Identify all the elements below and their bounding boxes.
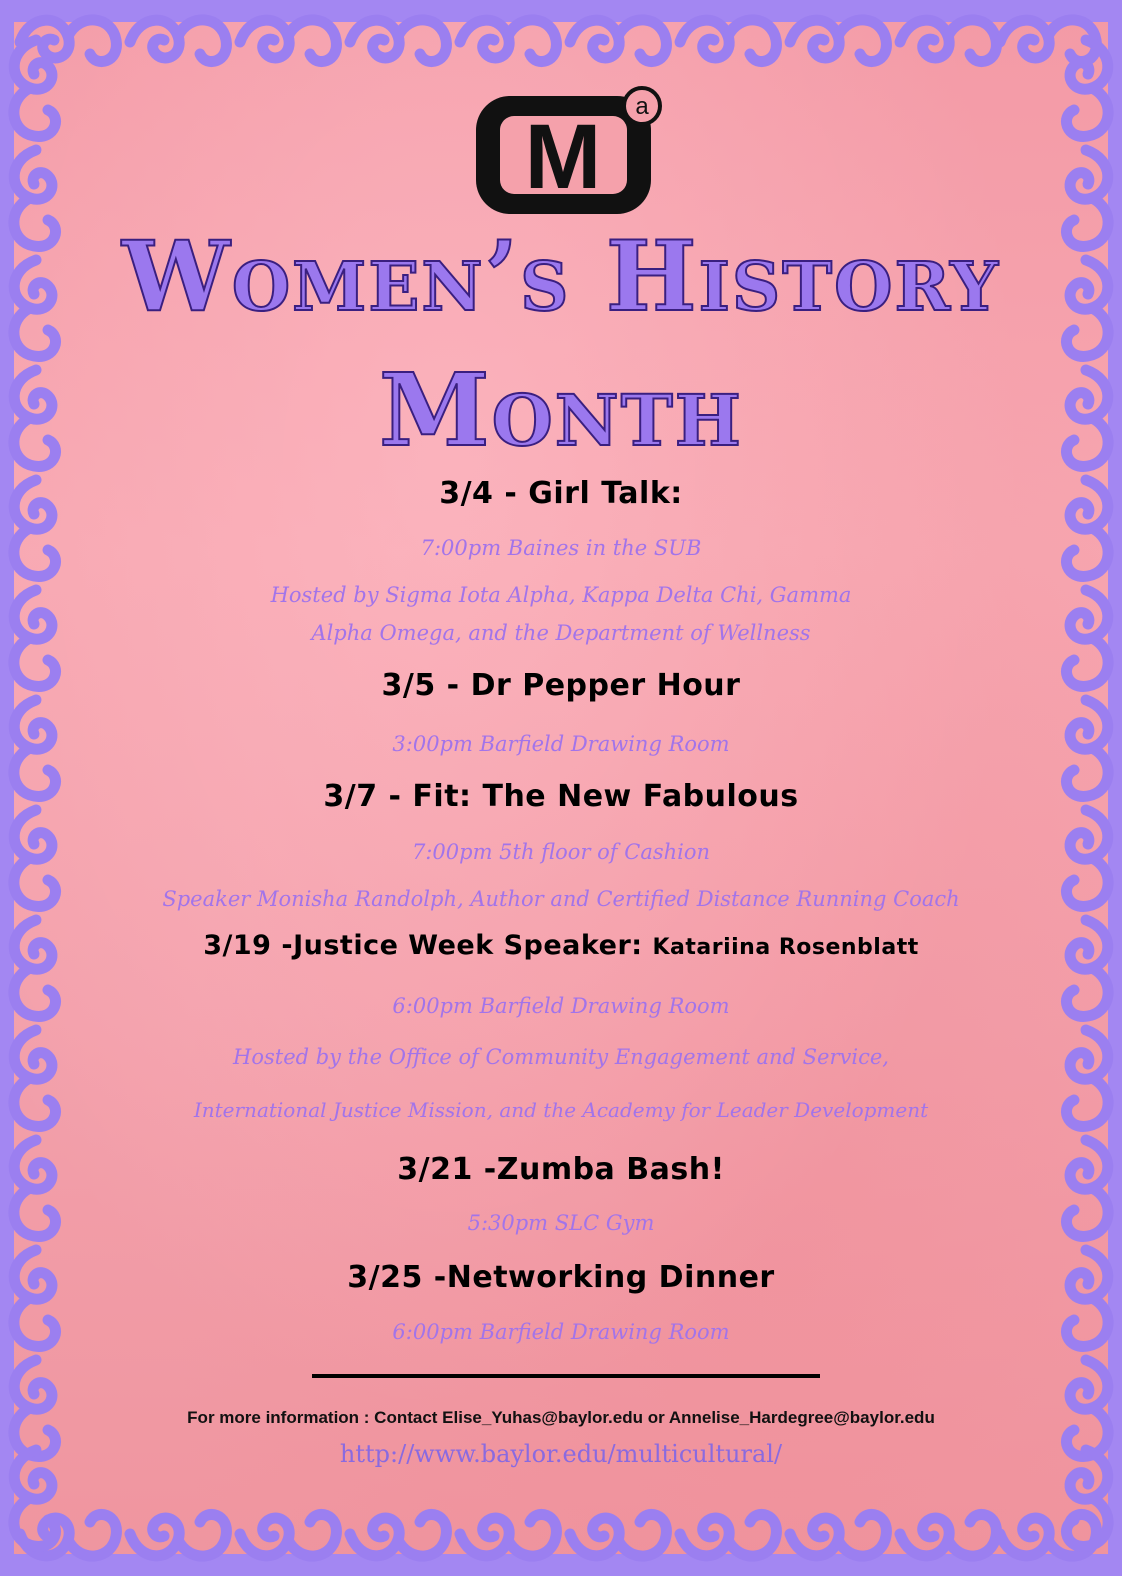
event-detail: Hosted by Sigma Iota Alpha, Kappa Delta Chi, Gamma bbox=[270, 583, 852, 607]
contact-info: For more information : Contact Elise_Yuhas@baylor.edu or Annelise_Hardegree@baylor.edu bbox=[187, 1408, 935, 1427]
event-detail: 5:30pm SLC Gym bbox=[467, 1211, 655, 1235]
logo-superscript: a bbox=[635, 93, 649, 120]
event-detail: Hosted by the Office of Community Engagement and Service, bbox=[233, 1045, 889, 1069]
title-line-1: Women’s History bbox=[122, 220, 1000, 333]
title-line-2: Month bbox=[379, 351, 743, 469]
event-heading: 3/5 - Dr Pepper Hour bbox=[381, 668, 741, 703]
event-detail: International Justice Mission, and the Academy for Leader Development bbox=[193, 1098, 929, 1122]
event-heading: 3/25 -Networking Dinner bbox=[347, 1260, 775, 1295]
event-detail: 6:00pm Barfield Drawing Room bbox=[392, 1320, 730, 1344]
event-heading: 3/7 - Fit: The New Fabulous bbox=[323, 779, 799, 814]
logo-letter: M bbox=[524, 106, 602, 208]
event-heading bbox=[0, 930, 1122, 961]
event-heading-main: 3/19 -Justice Week Speaker: bbox=[203, 930, 653, 961]
website-link[interactable]: http://www.baylor.edu/multicultural/ bbox=[339, 1440, 783, 1468]
event-detail: 7:00pm Baines in the SUB bbox=[420, 536, 702, 560]
event-detail: 6:00pm Barfield Drawing Room bbox=[392, 994, 730, 1018]
divider bbox=[312, 1374, 820, 1378]
event-detail: Alpha Omega, and the Department of Wellness bbox=[311, 621, 811, 645]
event-detail: 7:00pm 5th floor of Cashion bbox=[411, 840, 711, 864]
event-heading-speaker: Katariina Rosenblatt bbox=[652, 935, 919, 960]
event-detail: Speaker Monisha Randolph, Author and Certified Distance Running Coach bbox=[162, 887, 960, 911]
event-heading: 3/21 -Zumba Bash! bbox=[397, 1152, 725, 1187]
event-heading: 3/4 - Girl Talk: bbox=[439, 476, 683, 511]
event-detail: 3:00pm Barfield Drawing Room bbox=[392, 732, 730, 756]
ma-logo bbox=[470, 82, 670, 227]
